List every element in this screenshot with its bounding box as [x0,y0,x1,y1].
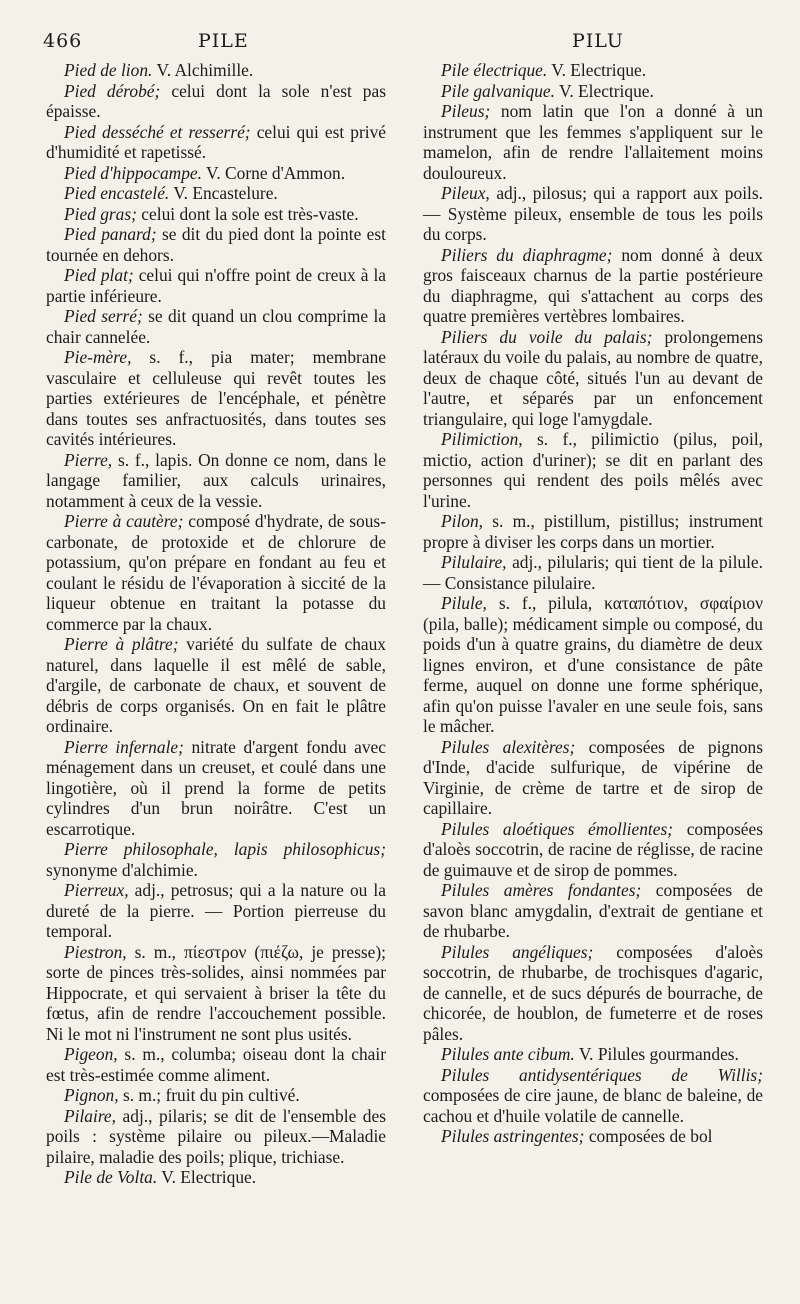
dictionary-entry [46,122,386,163]
entry-term: Pied de lion. [64,60,153,80]
entry-term: Pierre à cautère; [64,511,184,531]
entry-definition: V. Encastelure. [173,183,278,203]
entry-term: Pile galvanique. [441,80,555,101]
entry-term: Pilon, [441,511,484,531]
entry-definition: se dit quand un clou comprime la chair cannelée. [46,306,386,347]
dictionary-entry [423,737,763,819]
dictionary-entry [46,942,386,1045]
entry-definition: s. m.; fruit du pin cultivé. [122,1085,300,1105]
entry-definition: composées d'aloès soccotrin, de racine de réglisse, de racine de guimauve et de sirop de pommes. [423,818,763,880]
dictionary-entry [46,204,386,225]
dictionary-entry [423,101,763,183]
dictionary-entry [46,511,386,634]
entry-definition: adj., pilularis; qui tient de la pilule. — Consistance pilulaire. [423,552,763,593]
dictionary-entry [46,450,386,512]
entry-definition: V. Pilules gourmandes. [578,1044,739,1064]
entry-definition: s. m., columba; oiseau dont la chair est très-estimée comme aliment. [46,1044,386,1085]
left-column [46,60,386,1188]
entry-term: Pied d'hippocampe. [64,162,202,183]
entry-definition: composées de cire jaune, de blanc de baleine, de cachou et d'huile volatile de cannelle. [423,1085,763,1126]
entry-definition: composées d'aloès soccotrin, de rhubarbe, de trochisques d'agaric, de cannelle, et de sucs dépurés de bourrache, de chicorée, de houblon, de fumeterre et de roses pâles. [423,941,763,1044]
entry-definition: nom donné à deux gros faisceaux charnus de la partie postérieure du diaphragme, qui s'attachent au corps des quatre premières vertèbres lombaires. [423,244,763,326]
entry-term: Pied encastelé. [64,183,170,203]
dictionary-entry [46,306,386,347]
entry-definition: variété du sulfate de chaux naturel, dans laquelle il est mêlé de sable, d'argile, de carbonate de chaux, et souvent de débris de corps organisés. On en fait le plâtre ordinaire. [46,634,386,736]
dictionary-entry [423,183,763,245]
entry-definition: celui qui n'offre point de creux à la partie inférieure. [46,265,386,306]
entry-definition: nitrate d'argent fondu avec ménagement dans un creuset, et coulé dans une lingotière, où il prend la forme de petits cylindres d'un brun noirâtre. C'est un escarrotique. [46,736,386,839]
dictionary-entry [46,163,386,184]
entry-term: Pile électrique. [441,60,548,80]
dictionary-entry [423,327,763,430]
dictionary-entry [46,81,386,122]
dictionary-entry [46,1044,386,1085]
dictionary-entry [423,245,763,327]
entry-term: Pilules alexitères; [441,736,576,757]
entry-term: Piestron, [64,941,127,962]
dictionary-entry [46,224,386,265]
entry-term: Pilulaire, [441,552,507,572]
entry-term: Pierre infernale; [64,736,184,757]
entry-term: Pilules aloétiques émollientes; [441,818,674,839]
entry-definition: s. f., pilula, καταπότιον, σφαίριον (pila, balle); médicament simple ou composé, du poids d'un à quatre grains, du diamètre de deux lignes environ, et d'une consistance de pâte ferme, auquel on donne une forme sphérique, afin qu'on puisse l'avaler en une seule fois, sans le mâcher. [423,593,763,736]
entry-definition: adj., pilaris; se dit de l'ensemble des poils : système pilaire ou pileux.—Maladie pilaire, maladie des poils; plique, trichiase. [46,1105,386,1167]
entry-term: Pied serré; [64,306,143,326]
entry-term: Pilaire, [64,1105,117,1126]
entry-definition: composées de pignons d'Inde, d'acide sulfurique, de vipérine de Virginie, de crème de tartre et de sirop de capillaire. [423,736,763,818]
entry-term: Pignon, [64,1085,119,1105]
dictionary-entry [46,737,386,840]
dictionary-entry [46,60,386,81]
dictionary-entry [423,511,763,552]
entry-term: Pilimiction, [441,429,523,449]
entry-term: Pileus; [441,101,491,121]
entry-definition: synonyme d'alchimie. [46,859,198,880]
dictionary-entry [423,81,763,102]
dictionary-entry [423,1044,763,1065]
entry-definition: s. f., pilimictio (pilus, poil, mictio, action d'uriner); se dit en parlant des personnes qui rendent des poils mêlés avec l'urine. [423,429,763,511]
entry-term: Pilules angéliques; [441,941,594,962]
page-number: 466 [43,30,83,52]
dictionary-entry [423,552,763,593]
entry-definition: V. Corne d'Ammon. [206,162,346,183]
dictionary-entry [423,429,763,511]
entry-term: Pied gras; [64,203,137,224]
entry-term: Pilule, [441,593,487,613]
running-head-left: PILE [198,30,249,52]
right-column [423,60,763,1147]
entry-definition: s. f., lapis. On donne ce nom, dans le langage familier, aux calculs urinaires, notamment à ceux de la vessie. [46,449,386,511]
dictionary-entry [423,819,763,881]
dictionary-entry [46,347,386,450]
entry-definition: V. Alchimille. [156,60,254,80]
entry-term: Pilules amères fondantes; [441,880,642,900]
dictionary-entry [423,593,763,737]
entry-definition: composées de savon blanc amygdalin, d'extrait de gentiane et de rhubarbe. [423,880,763,941]
entry-definition: celui dont la sole est très-vaste. [141,203,359,224]
entry-definition: adj., petrosus; qui a la nature ou la dureté de la pierre. — Portion pierreuse du temporal. [46,880,386,941]
entry-term: Pigeon, [64,1044,118,1064]
entry-definition: prolongemens latéraux du voile du palais, au nombre de quatre, deux de chaque côté, situés l'un au devant de l'autre, et séparés par un enfoncement triangulaire, qui loge l'amygdale. [423,326,763,429]
dictionary-entry [46,880,386,942]
dictionary-entry [423,1126,763,1147]
entry-definition: V. Electrique. [161,1167,257,1187]
entry-definition: composé d'hydrate, de sous-carbonate, de protoxide et de chlorure de potassium, qu'on prépare en fondant au feu et coulant le résidu de l'évaporation à siccité de la liqueur obtenue en traitant la potasse du commerce par la chaux. [46,511,386,634]
entry-definition: V. Electrique. [551,60,647,80]
entry-term: Pied desséché et resserré; [64,121,251,142]
dictionary-entry [423,880,763,942]
entry-definition: nom latin que l'on a donné à un instrument que les femmes s'appliquent sur le mamelon, afin de rendre l'allaitement moins douloureux. [423,101,763,183]
entry-term: Pilules ante cibum. [441,1044,575,1064]
dictionary-entry [46,265,386,306]
entry-definition: V. Electrique. [559,80,654,101]
entry-term: Pierreux, [64,880,129,900]
entry-definition: composées de bol [588,1126,713,1146]
entry-definition: se dit du pied dont la pointe est tournée en dehors. [46,224,386,265]
entry-term: Pierre philosophale, lapis philosophicus; [64,839,386,859]
entry-definition: celui dont la sole n'est pas épaisse. [46,80,386,121]
dictionary-entry [46,1106,386,1168]
running-head-right: PILU [572,30,624,52]
entry-definition: s. f., pia mater; membrane vasculaire et celluleuse qui revêt toutes les parties extérieures de l'encéphale, et pénètre dans toutes ses anfractuosités, dans toutes ses cavités intérieures. [46,347,386,449]
dictionary-entry [46,839,386,880]
dictionary-entry [46,634,386,737]
entry-term: Piliers du voile du palais; [441,326,653,347]
entry-definition: s. m., πίεστρον (πιέζω, je presse); sorte de pinces très-solides, ainsi nommées par Hippocrate, et qui servaient à briser la tête du fœtus, afin de rendre l'accouchement possible. Ni le mot ni l'instrument ne sont plus usités. [46,941,386,1044]
entry-term: Pile de Volta. [64,1167,158,1187]
entry-definition: adj., pilosus; qui a rapport aux poils. — Système pileux, ensemble de tous les poils du corps. [423,183,763,244]
dictionary-entry [423,942,763,1045]
entry-term: Pierre, [64,449,113,470]
dictionary-entry [46,1167,386,1188]
entry-term: Pilules astringentes; [441,1126,585,1146]
entry-term: Pied dérobé; [64,80,161,101]
entry-term: Pied plat; [64,265,134,285]
entry-term: Pilules antidysentériques de Willis; [441,1064,763,1085]
dictionary-entry [46,183,386,204]
dictionary-entry [46,1085,386,1106]
entry-term: Pierre à plâtre; [64,634,179,654]
entry-definition: celui qui est privé d'humidité et rapetissé. [46,121,386,162]
entry-term: Pie-mère, [64,347,132,367]
entry-definition: s. m., pistillum, pistillus; instrument propre à diviser les corps dans un mortier. [423,511,763,552]
entry-term: Pied panard; [64,224,157,244]
entry-term: Piliers du diaphragme; [441,244,613,265]
dictionary-entry [423,1065,763,1127]
entry-term: Pileux, [441,183,490,203]
dictionary-entry [423,60,763,81]
